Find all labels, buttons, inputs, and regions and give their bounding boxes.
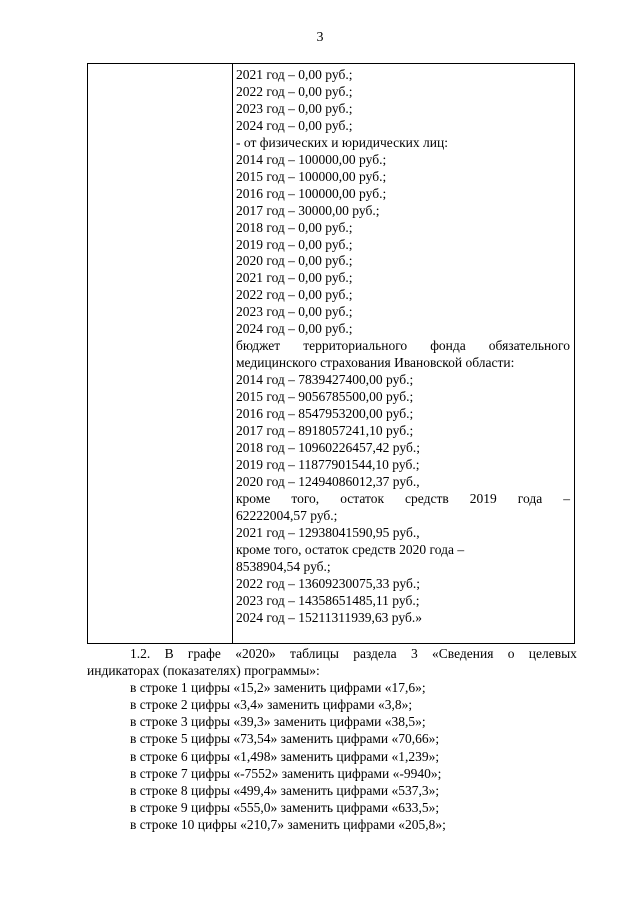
foms-lines [236, 372, 570, 491]
replacement-item: в строке 10 цифры «210,7» заменить цифрами «205,8»; [130, 816, 446, 832]
para-word: «Сведения [432, 646, 494, 661]
foms-word: территориального [303, 338, 408, 354]
funding-line: 2021 год – 0,00 руб.; [236, 270, 353, 286]
foms-heading-line2: медицинского страхования Ивановской области: [236, 355, 515, 371]
para-word: «2020» [235, 646, 276, 661]
column-divider [232, 64, 233, 643]
funding-line: 2014 год – 100000,00 руб.; [236, 151, 387, 167]
amendment-section [87, 645, 577, 833]
replacement-item: в строке 8 цифры «499,4» заменить цифрами «537,3»; [130, 782, 440, 798]
foms-line: 2020 год – 12494086012,37 руб., [236, 473, 420, 489]
foms-heading-line1 [236, 338, 570, 355]
remainder-word: кроме [236, 490, 271, 506]
foms-line: 2016 год – 8547953200,00 руб.; [236, 406, 414, 422]
foms-word: обязательного [488, 338, 570, 354]
para-word: 3 [410, 646, 418, 661]
foms-line: 2023 год – 14358651485,11 руб.; [236, 592, 420, 608]
para-word: раздела [353, 646, 397, 661]
remainder-word: остаток [340, 490, 385, 506]
remainder-word: средств [405, 490, 449, 506]
para-word: целевых [528, 646, 577, 661]
funding-line: 2022 год – 0,00 руб.; [236, 287, 353, 303]
replacement-item: в строке 3 цифры «39,3» заменить цифрами «38,5»; [130, 714, 426, 730]
funding-line: 2021 год – 0,00 руб.; [236, 67, 353, 82]
funding-line: 2018 год – 0,00 руб.; [236, 219, 353, 235]
para-word: 1.2. [130, 646, 151, 661]
remainder-2019-amount: 62222004,57 руб.; [236, 507, 338, 523]
funding-line: 2024 год – 0,00 руб.; [236, 117, 353, 133]
para-word: В [164, 646, 174, 661]
foms-line: 2017 год – 8918057241,10 руб.; [236, 423, 414, 439]
amendment-paragraph-line2: индикаторах (показателях) программы»: [87, 663, 320, 679]
funding-line: 2023 год – 0,00 руб.; [236, 304, 353, 320]
replacement-item: в строке 9 цифры «555,0» заменить цифрами «633,5»; [130, 799, 440, 815]
funding-line: 2022 год – 0,00 руб.; [236, 83, 353, 99]
replacement-item: в строке 1 цифры «15,2» заменить цифрами «17,6»; [130, 680, 426, 696]
remainder-word: того, [291, 490, 320, 506]
remainder-2020-line: кроме того, остаток средств 2020 года – [236, 541, 465, 557]
funding-line: 2024 год – 0,00 руб.; [236, 321, 353, 337]
funding-line: - от физических и юридических лиц: [236, 134, 448, 150]
funding-lines-top [236, 67, 570, 338]
funding-line: 2015 год – 100000,00 руб.; [236, 168, 387, 184]
foms-line: 2024 год – 15211311939,63 руб.» [236, 609, 422, 625]
replacement-list [87, 679, 577, 833]
foms-line-2021: 2021 год – 12938041590,95 руб., [236, 524, 420, 540]
para-word: о [507, 646, 515, 661]
replacement-item: в строке 2 цифры «3,4» заменить цифрами «3,8»; [130, 697, 413, 713]
amendment-paragraph [87, 645, 577, 679]
para-word: графе [187, 646, 221, 661]
remainder-word: 2019 [469, 490, 497, 506]
para-word: таблицы [290, 646, 339, 661]
foms-word: бюджет [236, 338, 281, 354]
remainder-word: – [563, 490, 570, 506]
remainder-2020-amount: 8538904,54 руб.; [236, 558, 331, 574]
funding-line: 2023 год – 0,00 руб.; [236, 100, 353, 116]
foms-line: 2019 год – 11877901544,10 руб.; [236, 456, 420, 472]
remainder-word: года [517, 490, 543, 506]
remainder-2019-line [236, 491, 570, 508]
page-number: 3 [316, 30, 324, 45]
funding-line: 2017 год – 30000,00 руб.; [236, 202, 380, 218]
foms-line: 2022 год – 13609230075,33 руб.; [236, 575, 420, 591]
funding-line: 2020 год – 0,00 руб.; [236, 253, 353, 269]
funding-table [87, 63, 575, 644]
foms-line: 2015 год – 9056785500,00 руб.; [236, 389, 414, 405]
foms-word: фонда [430, 338, 466, 354]
funding-cell [236, 67, 570, 626]
amendment-paragraph-line1 [87, 645, 577, 662]
replacement-item: в строке 5 цифры «73,54» заменить цифрами «70,66»; [130, 731, 440, 747]
replacement-item: в строке 6 цифры «1,498» заменить цифрами «1,239»; [130, 748, 440, 764]
funding-line: 2016 год – 100000,00 руб.; [236, 185, 387, 201]
replacement-item: в строке 7 цифры «-7552» заменить цифрами «-9940»; [130, 765, 442, 781]
foms-line: 2014 год – 7839427400,00 руб.; [236, 372, 414, 388]
funding-line: 2019 год – 0,00 руб.; [236, 236, 353, 252]
foms-line: 2018 год – 10960226457,42 руб.; [236, 439, 420, 455]
